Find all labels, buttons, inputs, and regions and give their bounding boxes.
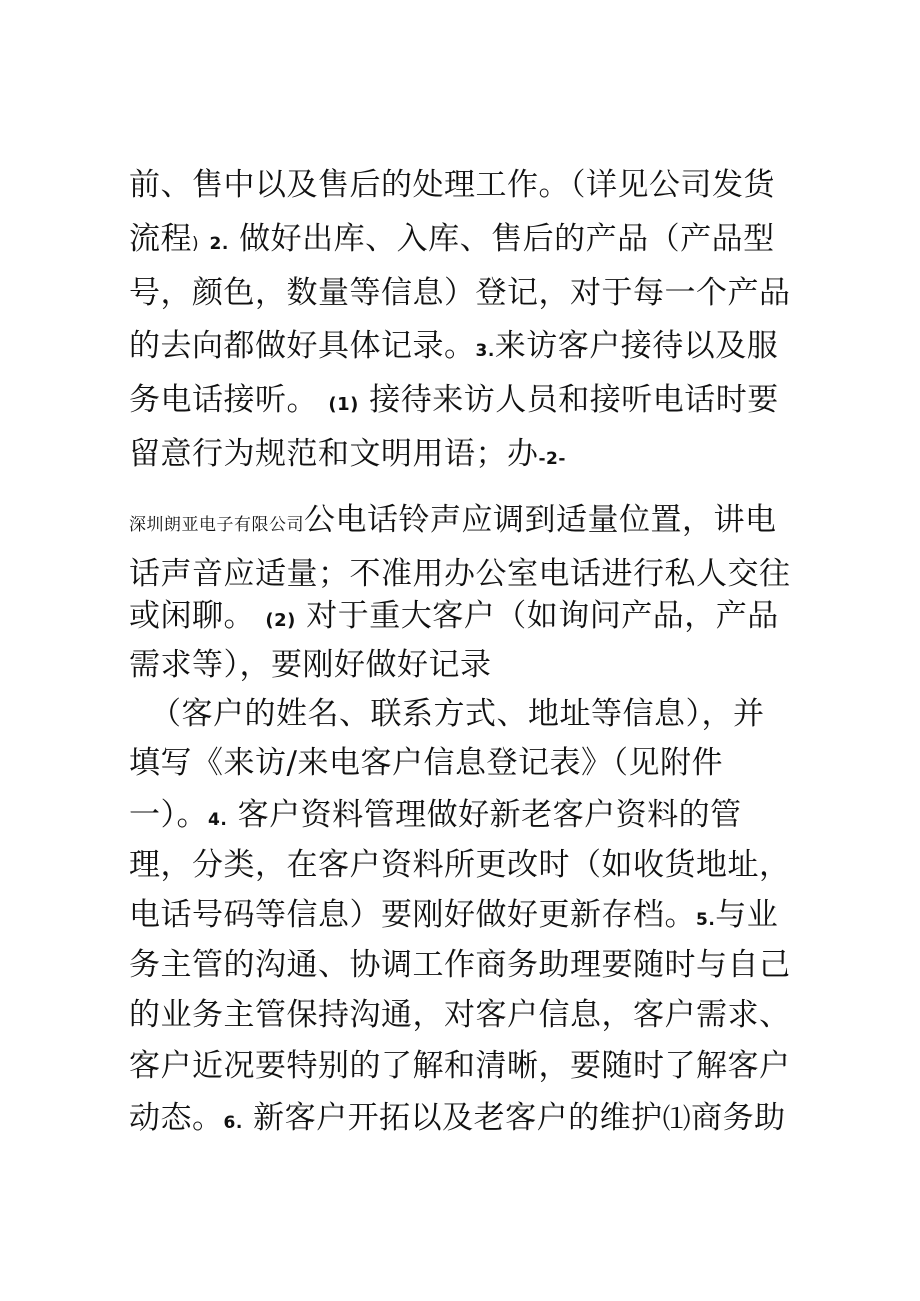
text-line-13 bbox=[129, 795, 742, 840]
text-line-2 bbox=[129, 219, 775, 264]
text-line-3 bbox=[129, 273, 791, 313]
text-segment: 动态。 bbox=[129, 1100, 224, 1136]
text-segment: 客户近况要特别的了解和清晰，要随时了解客户 bbox=[129, 1048, 791, 1084]
text-segment: 的去向都做好具体记录。 bbox=[129, 328, 476, 364]
text-segment: 填写《来访/来电客户信息登记表》（见附件 bbox=[129, 745, 723, 781]
text-line-4 bbox=[129, 326, 778, 371]
text-line-17 bbox=[129, 995, 791, 1035]
text-segment: 一）。 bbox=[129, 797, 208, 833]
text-segment: 或闲聊。 bbox=[129, 598, 255, 634]
page-number: -2- bbox=[538, 449, 566, 469]
section-number: 6. bbox=[223, 1113, 243, 1133]
text-line-5 bbox=[129, 380, 779, 425]
text-line-10 bbox=[129, 645, 492, 685]
text-segment: 商务助 bbox=[691, 1100, 786, 1136]
text-segment: 电话号码等信息）要刚好做好更新存档。 bbox=[129, 897, 696, 933]
text-segment: 号，颜色，数量等信息）登记，对于每一个产品 bbox=[129, 275, 791, 311]
text-segment: 话声音应适量；不准用办公室电话进行私人交往 bbox=[129, 556, 791, 592]
item-number: (1) bbox=[328, 394, 359, 415]
text-segment: 来访客户接待以及服 bbox=[494, 328, 779, 364]
item-number: ⑴ bbox=[662, 1102, 692, 1135]
item-number: (2) bbox=[265, 610, 296, 631]
text-segment: 前、售中以及售后的处理工作。（详见公司发货 bbox=[129, 167, 775, 203]
text-segment: 客户资料管理做好新老客户资料的管 bbox=[227, 797, 742, 833]
text-line-12 bbox=[129, 743, 723, 783]
company-header: 深圳朗亚电子有限公司 bbox=[129, 515, 304, 535]
closing-paren: ) bbox=[192, 234, 200, 254]
section-number: 2. bbox=[209, 234, 229, 254]
text-line-11 bbox=[150, 694, 765, 734]
text-line-6 bbox=[129, 434, 566, 479]
text-line-19 bbox=[129, 1098, 786, 1143]
text-segment: 做好出库、入库、售后的产品（产品型 bbox=[228, 221, 775, 257]
text-segment: 留意行为规范和文明用语；办 bbox=[129, 436, 539, 472]
section-number: 4. bbox=[208, 810, 228, 830]
section-number: 3. bbox=[475, 341, 495, 361]
text-line-15 bbox=[129, 895, 778, 940]
text-segment: （客户的姓名、联系方式、地址等信息），并 bbox=[150, 696, 765, 732]
text-segment: 需求等），要刚好做好记录 bbox=[129, 647, 492, 683]
text-segment: 新客户开拓以及老客户的维护 bbox=[242, 1100, 663, 1136]
text-line-18 bbox=[129, 1046, 791, 1086]
text-segment: 与业 bbox=[715, 897, 779, 933]
text-line-8 bbox=[129, 554, 791, 594]
text-line-1 bbox=[129, 165, 775, 205]
text-segment: 理，分类，在客户资料所更改时（如收货地址， bbox=[129, 847, 791, 883]
text-line-9 bbox=[129, 596, 779, 641]
text-segment: 务主管的沟通、协调工作商务助理要随时与自己 bbox=[129, 947, 791, 983]
text-line-16 bbox=[129, 945, 791, 985]
text-line-7 bbox=[129, 500, 777, 545]
text-segment: 的业务主管保持沟通，对客户信息，客户需求、 bbox=[129, 997, 791, 1033]
text-line-14 bbox=[129, 845, 791, 885]
text-segment: 对于重大客户（如询问产品，产品 bbox=[295, 598, 779, 634]
text-segment: 公电话铃声应调到适量位置，讲电 bbox=[304, 502, 777, 538]
text-segment: 务电话接听。 bbox=[129, 382, 318, 418]
text-segment: 流程 bbox=[129, 221, 192, 257]
text-segment: 接待来访人员和接听电话时要 bbox=[358, 382, 779, 418]
section-number: 5. bbox=[696, 910, 716, 930]
